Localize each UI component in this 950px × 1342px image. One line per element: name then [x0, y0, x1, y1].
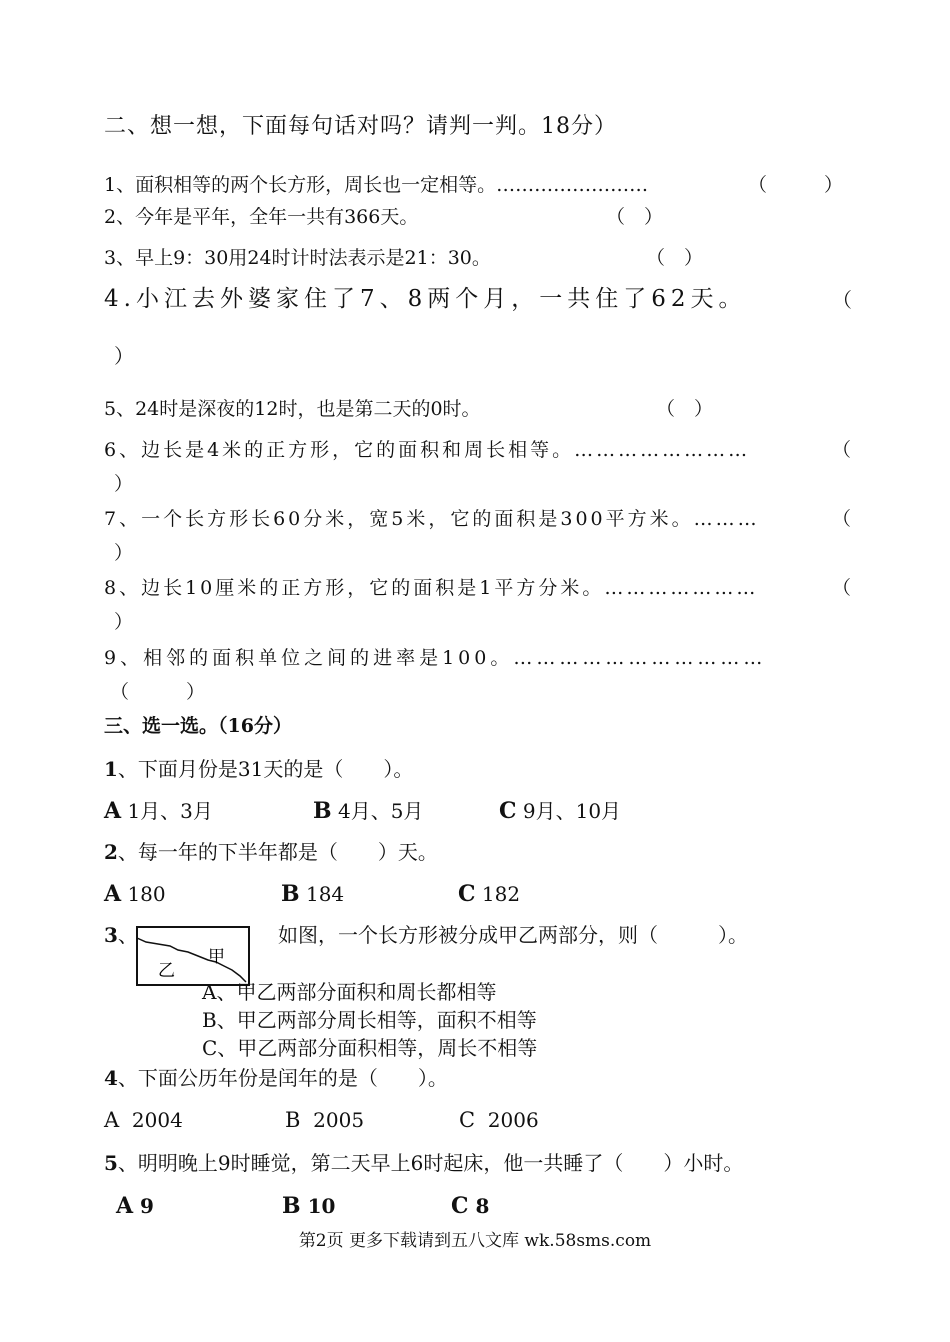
judge-item-8: 8、边长10厘米的正方形，它的面积是1平方分米。………………… — [104, 577, 759, 599]
question-4-number: 4 — [104, 1066, 118, 1090]
q4-option-a[interactable]: A 2004 — [104, 1108, 183, 1132]
q4-option-c[interactable]: C 2006 — [459, 1108, 539, 1132]
answer-blank-4-open[interactable]: （ — [832, 288, 852, 312]
question-2-text: 、每一年的下半年都是（ ）天。 — [117, 840, 438, 864]
judge-item-1: 1、面积相等的两个长方形，周长也一定相等。…………………… — [104, 174, 649, 196]
page-footer: 第2页 更多下载请到五八文库 wk.58sms.com — [298, 1231, 652, 1251]
judge-item-3: 3、早上9：30用24时计时法表示是21：30。 — [104, 247, 491, 269]
question-1-text: 、下面月份是31天的是（ ）。 — [117, 757, 414, 781]
q1-option-b[interactable]: B 4月、5月 — [313, 798, 424, 824]
q3-option-c[interactable]: C、甲乙两部分面积相等，周长不相等 — [202, 1036, 538, 1060]
judge-item-5: 5、24时是深夜的12时，也是第二天的0时。 — [104, 398, 481, 420]
q5-option-b[interactable]: B 10 — [282, 1193, 336, 1219]
q5-option-c[interactable]: C 8 — [451, 1193, 490, 1219]
q4-option-b[interactable]: B 2005 — [285, 1108, 365, 1132]
answer-blank-5[interactable]: （ ） — [656, 398, 714, 420]
answer-blank-2[interactable]: （ ） — [606, 206, 664, 228]
answer-blank-6-close[interactable]: ） — [114, 473, 134, 495]
section-3-title: 三、选一选。（16分） — [104, 715, 292, 737]
q2-option-a[interactable]: A 180 — [104, 881, 166, 907]
question-5-number: 5 — [104, 1151, 118, 1175]
rectangle-figure — [136, 926, 250, 986]
q3-option-a[interactable]: A、甲乙两部分面积和周长都相等 — [202, 980, 497, 1004]
question-4 — [104, 1068, 448, 1088]
answer-blank-3[interactable]: （ ） — [646, 247, 704, 269]
answer-blank-8-close[interactable]: ） — [114, 611, 134, 633]
question-1 — [104, 759, 413, 779]
answer-blank-8-open[interactable]: （ — [832, 577, 852, 599]
judge-item-4: 4.小江去外婆家住了7、8两个月，一共住了62天。 — [104, 286, 747, 312]
question-2 — [104, 842, 438, 862]
question-1-number: 1 — [104, 757, 118, 781]
question-3-text: 如图，一个长方形被分成甲乙两部分，则（ ）。 — [278, 923, 748, 947]
question-2-number: 2 — [104, 840, 118, 864]
q2-option-b[interactable]: B 184 — [281, 881, 345, 907]
answer-blank-7-close[interactable]: ） — [114, 542, 134, 564]
answer-blank-4-close[interactable]: ） — [114, 344, 134, 368]
answer-blank-7-open[interactable]: （ — [832, 508, 852, 530]
answer-blank-1[interactable]: （ ） — [748, 174, 844, 196]
question-5-text: 、明明晚上9时睡觉，第二天早上6时起床，他一共睡了（ ）小时。 — [117, 1151, 744, 1175]
question-5 — [104, 1153, 743, 1173]
q3-option-b[interactable]: B、甲乙两部分周长相等，面积不相等 — [202, 1008, 537, 1032]
figure-label-jia: 甲 — [208, 947, 225, 967]
q5-option-a[interactable]: A 9 — [116, 1193, 154, 1219]
figure-label-yi: 乙 — [158, 961, 175, 981]
answer-blank-9[interactable]: （ ） — [110, 681, 206, 703]
q1-option-a[interactable]: A 1月、3月 — [104, 798, 213, 824]
judge-item-9: 9、相邻的面积单位之间的进率是100。…………………………… — [104, 647, 767, 669]
q2-option-c[interactable]: C 182 — [458, 881, 521, 907]
judge-item-2: 2、今年是平年，全年一共有366天。 — [104, 206, 419, 228]
judge-item-7: 7、一个长方形长60分米，宽5米，它的面积是300平方米。……… — [104, 508, 760, 530]
q1-option-c[interactable]: C 9月、10月 — [499, 798, 622, 824]
question-3-number: 3、 — [104, 923, 138, 947]
judge-item-6: 6、边长是4米的正方形，它的面积和周长相等。…………………… — [104, 439, 751, 461]
answer-blank-6-open[interactable]: （ — [832, 439, 852, 461]
section-2-title: 二、想一想，下面每句话对吗？请判一判。18分） — [104, 114, 617, 139]
question-4-text: 、下面公历年份是闰年的是（ ）。 — [117, 1066, 448, 1090]
